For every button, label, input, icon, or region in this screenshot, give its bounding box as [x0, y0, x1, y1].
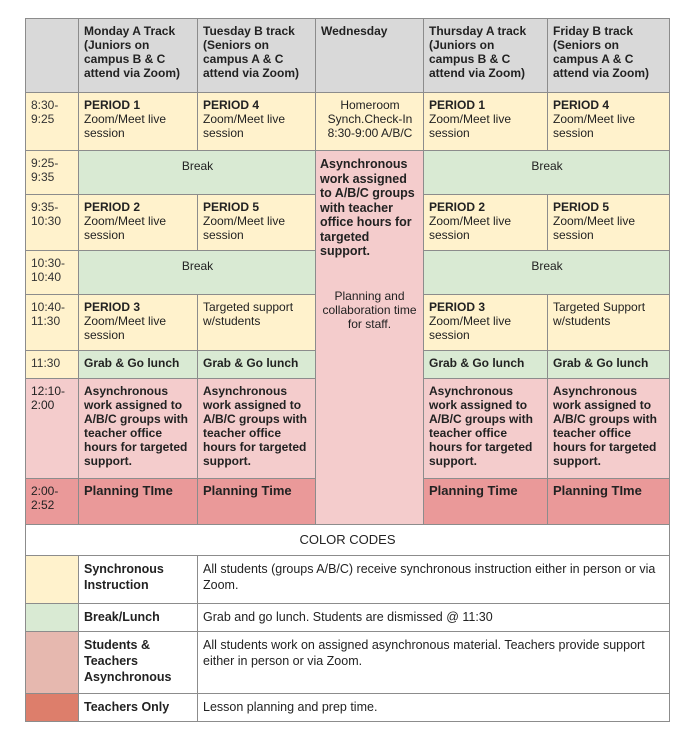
header-friday: Friday B track (Seniors on campus A & C attend via Zoom) [548, 19, 670, 93]
time-cell: 11:30 [26, 351, 79, 379]
tuesday-lunch: Grab & Go lunch [198, 351, 316, 379]
header-monday: Monday A Track (Juniors on campus B & C attend via Zoom) [79, 19, 198, 93]
break-mon-tue-2: Break [79, 251, 316, 295]
thursday-period-2: PERIOD 2 Zoom/Meet live session [424, 195, 548, 251]
friday-lunch: Grab & Go lunch [548, 351, 670, 379]
wednesday-planning-text: Planning and collaboration time for staff. [322, 288, 417, 331]
legend-title-row [26, 525, 670, 556]
thursday-async: Asynchronous work assigned to A/B/C groups with teacher office hours for targeted support. [424, 379, 548, 479]
tuesday-planning: Planning Time [198, 479, 316, 525]
thursday-planning: Planning Time [424, 479, 548, 525]
header-tuesday: Tuesday B track (Seniors on campus A & C attend via Zoom) [198, 19, 316, 93]
legend-swatch-async [26, 632, 79, 694]
legend-name: Students & Teachers Asynchronous [79, 632, 198, 694]
legend-swatch-break [26, 604, 79, 632]
friday-targeted-support: Targeted Support w/students [548, 295, 670, 351]
time-cell: 9:25- 9:35 [26, 151, 79, 195]
monday-lunch: Grab & Go lunch [79, 351, 198, 379]
friday-async: Asynchronous work assigned to A/B/C groups with teacher office hours for targeted support. [548, 379, 670, 479]
row-9-25 [26, 151, 670, 195]
tuesday-period-5: PERIOD 5 Zoom/Meet live session [198, 195, 316, 251]
time-cell: 10:30- 10:40 [26, 251, 79, 295]
header-wednesday: Wednesday [316, 19, 424, 93]
wednesday-async-planning [316, 151, 424, 525]
schedule-wrapper [25, 18, 669, 722]
legend-swatch-sync [26, 556, 79, 604]
legend-swatch-teachers [26, 694, 79, 722]
legend-name: Synchronous Instruction [79, 556, 198, 604]
header-row [26, 19, 670, 93]
legend-row [26, 694, 670, 722]
friday-period-4: PERIOD 4 Zoom/Meet live session [548, 93, 670, 151]
legend-row [26, 632, 670, 694]
legend-row [26, 556, 670, 604]
time-cell: 10:40- 11:30 [26, 295, 79, 351]
tuesday-period-4: PERIOD 4 Zoom/Meet live session [198, 93, 316, 151]
monday-async: Asynchronous work assigned to A/B/C groups with teacher office hours for targeted support. [79, 379, 198, 479]
thursday-period-3: PERIOD 3 Zoom/Meet live session [424, 295, 548, 351]
monday-planning: Planning TIme [79, 479, 198, 525]
monday-period-3: PERIOD 3 Zoom/Meet live session [79, 295, 198, 351]
break-thu-fri-2: Break [424, 251, 670, 295]
header-thursday: Thursday A track (Juniors on campus B & C attend via Zoom) [424, 19, 548, 93]
time-cell: 12:10- 2:00 [26, 379, 79, 479]
monday-period-1: PERIOD 1 Zoom/Meet live session [79, 93, 198, 151]
friday-period-5: PERIOD 5 Zoom/Meet live session [548, 195, 670, 251]
wednesday-homeroom: Homeroom Synch.Check-In 8:30-9:00 A/B/C [316, 93, 424, 151]
time-cell: 8:30- 9:25 [26, 93, 79, 151]
thursday-period-1: PERIOD 1 Zoom/Meet live session [424, 93, 548, 151]
legend-title: COLOR CODES [26, 525, 670, 556]
header-blank-cell [26, 19, 79, 93]
legend-row [26, 604, 670, 632]
break-thu-fri: Break [424, 151, 670, 195]
schedule-table [25, 18, 670, 722]
break-mon-tue: Break [79, 151, 316, 195]
wednesday-async-text: Asynchronous work assigned to A/B/C groups with teacher office hours for targeted support. [320, 157, 415, 258]
tuesday-async: Asynchronous work assigned to A/B/C groups with teacher office hours for targeted support. [198, 379, 316, 479]
legend-desc: Lesson planning and prep time. [198, 694, 670, 722]
monday-period-2: PERIOD 2 Zoom/Meet live session [79, 195, 198, 251]
row-8-30 [26, 93, 670, 151]
legend-name: Break/Lunch [79, 604, 198, 632]
time-cell: 9:35- 10:30 [26, 195, 79, 251]
tuesday-targeted-support: Targeted support w/students [198, 295, 316, 351]
friday-planning: Planning TIme [548, 479, 670, 525]
legend-desc: All students work on assigned asynchronous material. Teachers provide support either in person or via Zoom. [198, 632, 670, 694]
thursday-lunch: Grab & Go lunch [424, 351, 548, 379]
legend-desc: Grab and go lunch. Students are dismissed @ 11:30 [198, 604, 670, 632]
time-cell: 2:00- 2:52 [26, 479, 79, 525]
legend-name: Teachers Only [79, 694, 198, 722]
legend-desc: All students (groups A/B/C) receive synchronous instruction either in person or via Zoom. [198, 556, 670, 604]
